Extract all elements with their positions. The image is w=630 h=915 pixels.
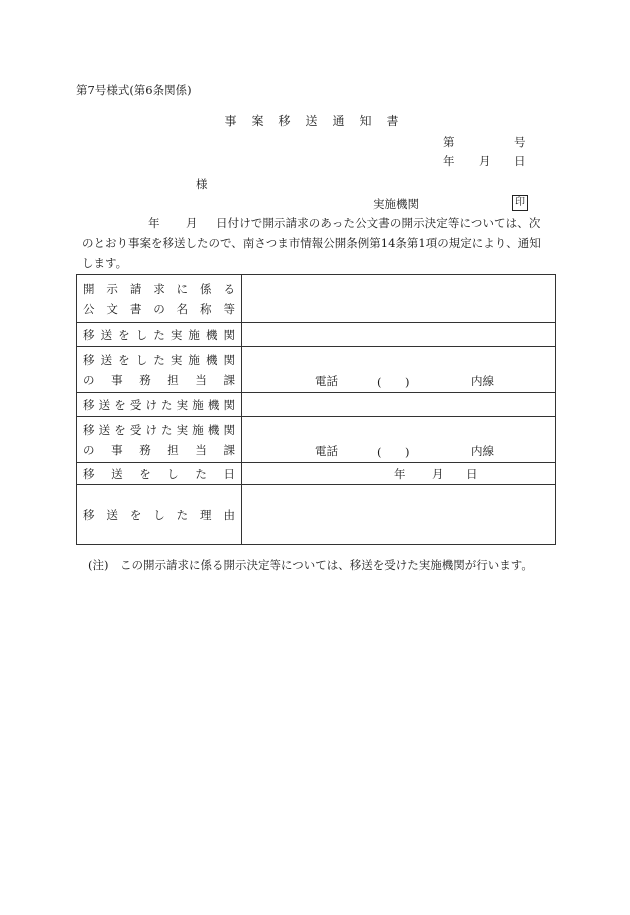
paren-open: ( [377,445,382,459]
document-title: 事案移送通知書 [224,114,414,128]
label-char: を [118,327,130,342]
body-month: 月 [186,216,198,230]
paren-close: ) [405,375,410,389]
label-char: 係 [200,281,212,296]
label-char: 実 [176,422,189,437]
value-transferring-section[interactable] [242,347,556,393]
label-char: 名 [176,301,189,316]
issue-year-label: 年 [443,154,455,168]
label-line [83,464,235,484]
label-char: 日 [223,466,235,481]
form-reference: 第7号様式(第6条関係) [76,83,192,97]
document-number-label: 第 [443,135,455,149]
label-char: 務 [139,372,151,387]
label-char: 機 [205,352,218,367]
label-line [83,299,235,319]
label-char: 施 [188,352,200,367]
label-line [83,505,235,525]
label-char: 実 [176,397,189,412]
value-transferring-agency[interactable] [242,323,556,347]
label-char: 送 [100,327,113,342]
label-transfer-reason [77,485,242,545]
label-line [83,279,235,299]
label-char: を [129,507,142,522]
label-char: 実 [170,327,183,342]
label-char: 関 [223,397,235,412]
label-char: し [135,327,148,342]
body-rest: 日付けで開示請求のあった公文書の開示決定等については、次 [216,216,541,230]
label-char: 移 [83,466,95,481]
transfer-month-label: 月 [432,467,444,481]
issue-day-label: 日 [514,154,526,168]
label-char: け [145,422,157,437]
label-char: 移 [83,327,95,342]
label-receiving-agency [77,393,242,417]
label-receiving-section [77,417,242,463]
footnote: (注) この開示請求に係る開示決定等については、移送を受けた実施機関が行います。 [88,558,533,572]
value-receiving-section[interactable] [242,417,556,463]
issue-month-label: 月 [479,154,491,168]
label-char: 受 [129,422,142,437]
label-char: 関 [223,352,235,367]
label-line [83,325,235,345]
label-char: の [83,442,95,457]
label-char: 送 [98,397,111,412]
label-char: 施 [192,397,204,412]
label-char: 理 [200,507,212,522]
label-char: 送 [106,507,118,522]
label-char: 開 [83,281,95,296]
body-line-3: します。 [82,256,128,270]
label-char: 機 [207,422,220,437]
label-char: 求 [153,281,165,296]
label-char: 移 [83,397,95,412]
label-char: 実 [170,352,183,367]
label-char: 書 [129,301,142,316]
transfer-year-label: 年 [394,467,406,481]
label-char: 関 [223,422,235,437]
label-char: 移 [83,507,95,522]
label-char: け [145,397,157,412]
body-line-2: のとおり事案を移送したので、南さつま市情報公開条例第14条第1項の規定により、通知 [82,236,541,250]
paren-open: ( [377,375,382,389]
label-char: 示 [106,281,118,296]
label-line [83,395,235,415]
label-document-name [77,275,242,323]
phone-label: 電話 [315,374,338,388]
addressee-suffix: 様 [196,177,208,191]
label-char: 移 [83,352,95,367]
label-char: 担 [167,372,179,387]
value-document-name[interactable] [242,275,556,323]
label-char: 機 [207,397,220,412]
transfer-date-fields [394,466,478,482]
label-char: し [135,352,148,367]
label-char: の [153,301,165,316]
label-char: を [139,466,151,481]
label-char: た [161,397,173,412]
value-transfer-reason[interactable] [242,485,556,545]
issue-date [443,153,526,169]
extension-label: 内線 [471,444,494,458]
extension-label: 内線 [471,374,494,388]
label-char: 課 [223,372,235,387]
label-char: 等 [223,301,235,316]
label-char: 称 [200,301,212,316]
label-char: 受 [129,397,142,412]
label-char: 文 [106,301,118,316]
value-receiving-agency[interactable] [242,393,556,417]
label-char: 送 [98,422,111,437]
document-number-suffix: 号 [514,135,526,149]
label-char: の [83,372,95,387]
agency-label: 実施機関 [373,197,419,211]
transfer-day-label: 日 [466,467,478,481]
label-line [83,420,235,440]
label-char: し [153,507,165,522]
label-char: 務 [139,442,151,457]
body-line-1 [82,213,552,233]
label-char: 送 [100,352,113,367]
label-char: し [167,466,179,481]
transfer-details-table [76,274,556,545]
value-transfer-date[interactable] [242,463,556,485]
seal-mark: 印 [512,195,528,211]
label-char: を [114,397,126,412]
label-char: 移 [83,422,95,437]
label-char: 公 [83,301,95,316]
label-transferring-section [77,347,242,393]
label-char: た [153,352,165,367]
label-char: を [114,422,126,437]
label-char: 担 [167,442,179,457]
label-char: 機 [205,327,218,342]
label-line [83,370,235,390]
label-char: た [153,327,165,342]
label-char: 当 [195,372,207,387]
label-char: に [176,281,189,296]
label-char: 由 [223,507,235,522]
label-line [83,440,235,460]
label-char: 施 [192,422,204,437]
label-char: た [195,466,207,481]
label-char: 課 [223,442,235,457]
label-char: た [161,422,173,437]
label-transferring-agency [77,323,242,347]
label-char: 請 [129,281,142,296]
notice-body [82,213,552,273]
label-char: た [176,507,189,522]
label-char: 施 [188,327,200,342]
label-char: 事 [111,372,123,387]
label-char: 当 [195,442,207,457]
label-line [83,350,235,370]
label-char: る [223,281,235,296]
label-char: を [118,352,130,367]
label-char: 事 [111,442,123,457]
paren-close: ) [405,445,410,459]
body-year: 年 [148,216,160,230]
label-char: 関 [223,327,235,342]
label-transfer-date [77,463,242,485]
label-char: 送 [111,466,123,481]
phone-label: 電話 [315,444,338,458]
